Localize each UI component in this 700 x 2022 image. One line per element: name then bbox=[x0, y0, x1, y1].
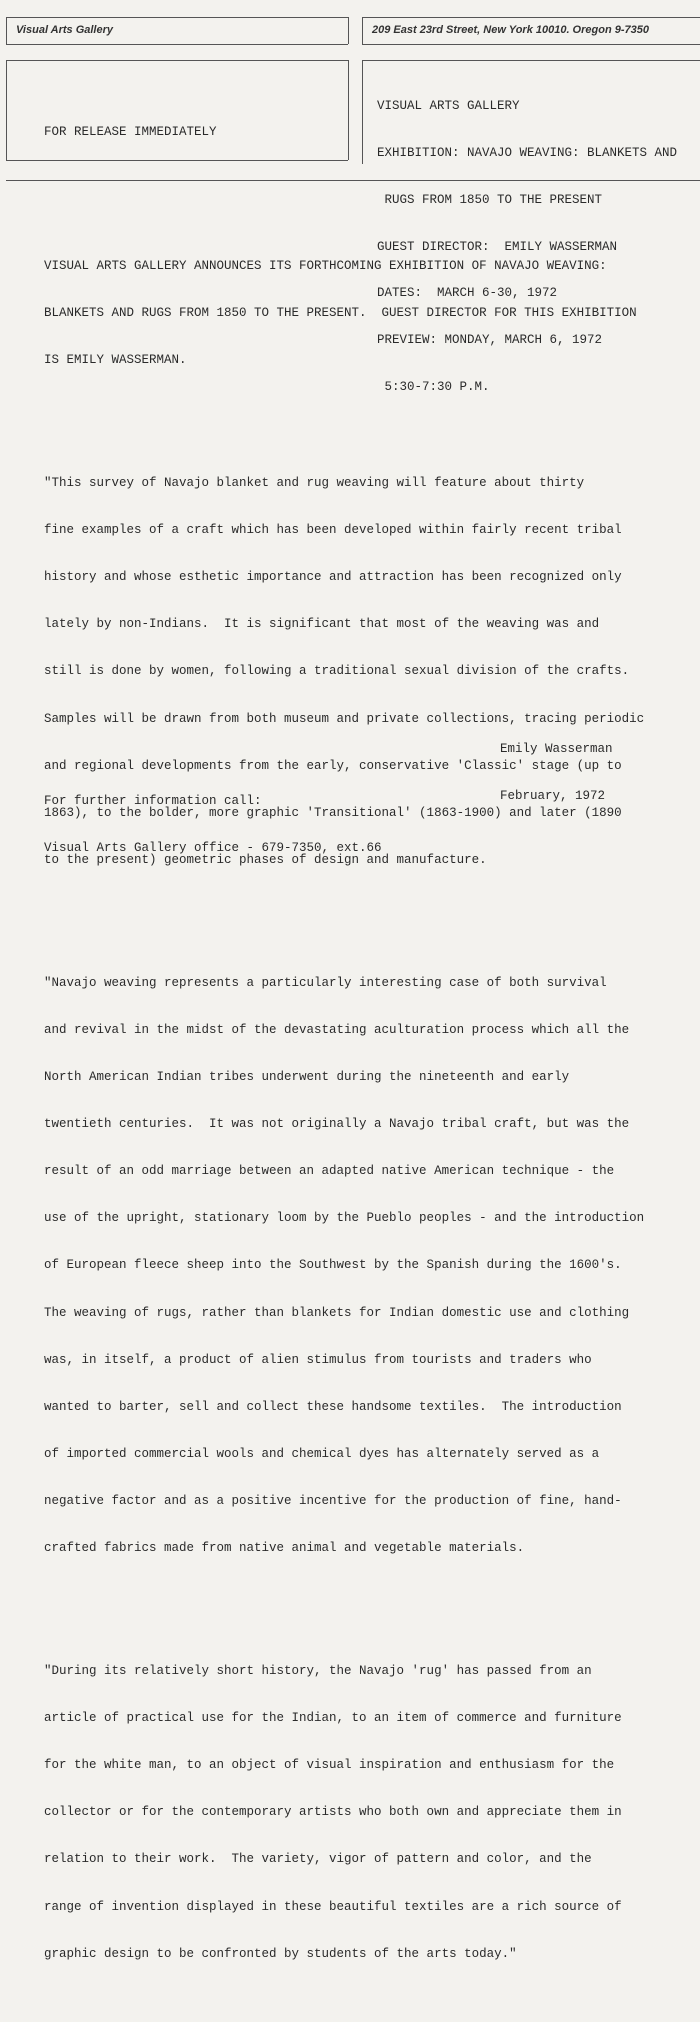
header-top-rule-right bbox=[362, 17, 700, 18]
signature-date: February, 1972 bbox=[500, 788, 606, 803]
header-left-box-edge bbox=[6, 17, 7, 44]
text-line: lately by non-Indians. It is significant that most of the weaving was and bbox=[44, 617, 600, 632]
info-bottom-rule-left bbox=[6, 160, 348, 161]
signature-name: Emily Wasserman bbox=[500, 742, 613, 757]
header-bottom-rule-right bbox=[362, 44, 700, 45]
info-mid-divider-b bbox=[362, 60, 363, 164]
text-line: crafted fabrics made from native animal and vegetable materials. bbox=[44, 1541, 525, 1556]
info-line: PREVIEW: MONDAY, MARCH 6, 1972 bbox=[377, 333, 603, 348]
text-line: twentieth centuries. It was not originally a Navajo tribal craft, but was the bbox=[44, 1117, 630, 1132]
text-line: negative factor and as a positive incentive for the production of fine, hand- bbox=[44, 1493, 622, 1508]
text-line: Samples will be drawn from both museum and private collections, tracing periodic bbox=[44, 711, 645, 726]
text-line: BLANKETS AND RUGS FROM 1850 TO THE PRESENT. GUEST DIRECTOR FOR THIS EXHIBITION bbox=[44, 305, 637, 320]
text-line: IS EMILY WASSERMAN. bbox=[44, 353, 187, 368]
text-line: "This survey of Navajo blanket and rug weaving will feature about thirty bbox=[44, 475, 585, 490]
text-line: collector or for the contemporary artists who both own and appreciate them in bbox=[44, 1805, 622, 1820]
text-line: was, in itself, a product of alien stimulus from tourists and traders who bbox=[44, 1352, 592, 1367]
text-line: and regional developments from the early, conservative 'Classic' stage (up to bbox=[44, 758, 622, 773]
signature-block bbox=[500, 711, 613, 820]
info-line: VISUAL ARTS GALLERY bbox=[377, 99, 520, 114]
text-line: of imported commercial wools and chemical dyes has alternately served as a bbox=[44, 1446, 600, 1461]
press-release-body bbox=[44, 196, 644, 2022]
text-line: of European fleece sheep into the Southwest by the Spanish during the 1600's. bbox=[44, 1258, 622, 1273]
text-line: for the white man, to an object of visual inspiration and enthusiasm for the bbox=[44, 1758, 615, 1773]
contact-block bbox=[44, 763, 382, 872]
text-line: relation to their work. The variety, vigor of pattern and color, and the bbox=[44, 1852, 592, 1867]
text-line: history and whose esthetic importance and attraction has been recognized only bbox=[44, 570, 622, 585]
text-line: result of an odd marriage between an adapted native American technique - the bbox=[44, 1164, 615, 1179]
header-mid-divider-a bbox=[348, 17, 349, 44]
info-line: 5:30-7:30 P.M. bbox=[377, 379, 490, 394]
info-top-rule-right bbox=[362, 60, 700, 61]
gallery-name-label: Visual Arts Gallery bbox=[16, 24, 114, 36]
text-line: range of invention displayed in these beautiful textiles are a rich source of bbox=[44, 1899, 622, 1914]
text-line: "During its relatively short history, the Navajo 'rug' has passed from an bbox=[44, 1663, 592, 1678]
text-line: still is done by women, following a traditional sexual division of the crafts. bbox=[44, 664, 630, 679]
gallery-address-label: 209 East 23rd Street, New York 10010. Oregon 9-7350 bbox=[372, 24, 649, 36]
contact-line: Visual Arts Gallery office - 679-7350, ext.66 bbox=[44, 840, 382, 855]
text-line: VISUAL ARTS GALLERY ANNOUNCES ITS FORTHCOMING EXHIBITION OF NAVAJO WEAVING: bbox=[44, 258, 607, 273]
history-paragraph bbox=[44, 944, 644, 1588]
text-line: "Navajo weaving represents a particularly interesting case of both survival bbox=[44, 975, 607, 990]
contact-line: For further information call: bbox=[44, 794, 262, 809]
announcement-paragraph bbox=[44, 227, 644, 400]
header-top-rule-left bbox=[6, 17, 348, 18]
text-line: North American Indian tribes underwent during the nineteenth and early bbox=[44, 1069, 570, 1084]
text-line: fine examples of a craft which has been developed within fairly recent tribal bbox=[44, 523, 622, 538]
release-label: FOR RELEASE IMMEDIATELY bbox=[44, 125, 217, 139]
text-line: 1863), to the bolder, more graphic 'Transitional' (1863-1900) and later (1890 bbox=[44, 805, 622, 820]
info-line: DATES: MARCH 6-30, 1972 bbox=[377, 286, 558, 301]
info-line: RUGS FROM 1850 TO THE PRESENT bbox=[377, 192, 603, 207]
info-mid-divider-a bbox=[348, 60, 349, 160]
header-mid-divider-b bbox=[362, 17, 363, 44]
text-line: graphic design to be confronted by students of the arts today." bbox=[44, 1946, 517, 1961]
info-top-rule-left bbox=[6, 60, 348, 61]
rug-history-paragraph bbox=[44, 1633, 644, 1994]
text-line: and revival in the midst of the devastating aculturation process which all the bbox=[44, 1022, 630, 1037]
text-line: The weaving of rugs, rather than blankets for Indian domestic use and clothing bbox=[44, 1305, 630, 1320]
header-bottom-rule-left bbox=[6, 44, 348, 45]
text-line: to the present) geometric phases of design and manufacture. bbox=[44, 852, 487, 867]
text-line: article of practical use for the Indian, to an item of commerce and furniture bbox=[44, 1711, 622, 1726]
info-line: GUEST DIRECTOR: EMILY WASSERMAN bbox=[377, 239, 618, 254]
text-line: use of the upright, stationary loom by the Pueblo peoples - and the introduction bbox=[44, 1211, 645, 1226]
info-left-box-edge bbox=[6, 60, 7, 160]
info-line: EXHIBITION: NAVAJO WEAVING: BLANKETS AND bbox=[377, 145, 678, 160]
text-line: wanted to barter, sell and collect these handsome textiles. The introduction bbox=[44, 1399, 622, 1414]
